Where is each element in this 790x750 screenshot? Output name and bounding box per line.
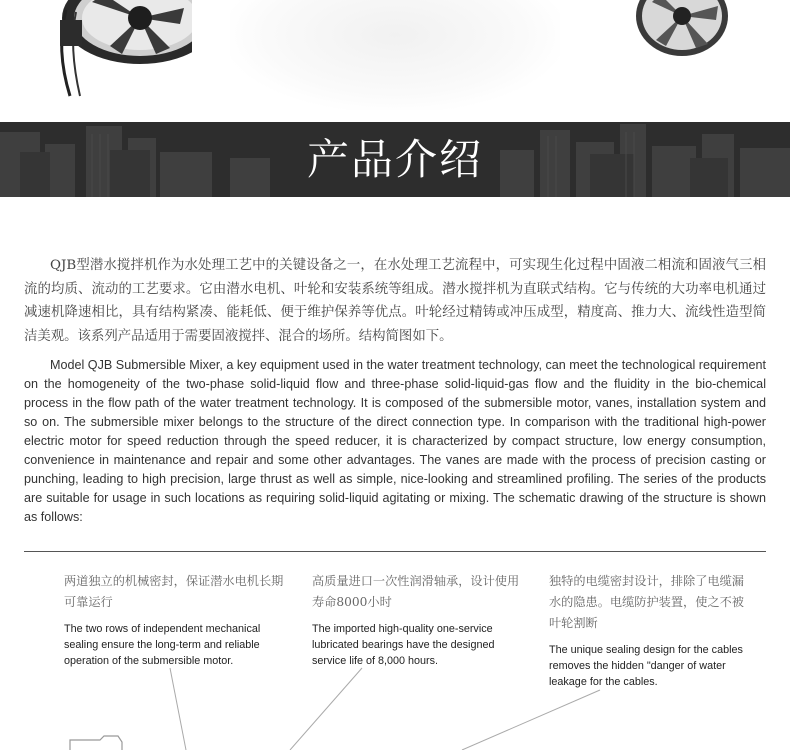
callout-zh-text: 两道独立的机械密封，保证潜水电机长期可靠运行 xyxy=(64,574,284,609)
schematic-housing-outline xyxy=(70,736,122,750)
callout-zh-text: 高质量进口一次性润滑轴承，设计使用寿命8000小时 xyxy=(312,574,520,609)
product-photo-band xyxy=(0,0,790,122)
leader-line-1 xyxy=(170,668,186,750)
title-banner xyxy=(0,122,790,197)
leader-line-3 xyxy=(462,690,600,750)
schematic-leader-lines xyxy=(0,660,790,750)
intro-chinese-paragraph: QJB型潜水搅拌机作为水处理工艺中的关键设备之一，在水处理工艺流程中，可实现生化过程中固液二相流和固液气三相流的均质、流动的工艺要求。它由潜水电机、叶轮和安装系统等组成。潜水搅拌机为直联式结构。它与传统的大功率电机通过减速机降速相比，具有结构紧凑、能耗低、便于维护保养等优点。叶轮经过精铸或冲压成型，精度高、推力大、流线性造型简洁美观。该系列产品适用于需要固液搅拌、混合的场所。结构简图如下。 xyxy=(24,258,766,344)
intro-english-paragraph: Model QJB Submersible Mixer, a key equipment used in the water treatment technology, can meet the technological requirement on the homogeneity of the two-phase solid-liquid flow and three-phase solid-liquid-gas flow and the fluidity in the bio-chemical process in the flow path of the water treatment technology. It is composed of the submersible motor, vanes, installation system and so on. The submersible mixer belongs to the structure of the direct connection type. In comparison with the traditional high-power electric motor for speed reduction through the speed reducer, it is characterized by compact structure, low energy consumption, convenience in maintenance and repair and some other advantages. The vanes are made with the process of precision casting or punching, leading to high precision, large thrust as well as simple, nice-looking and streamlined profiling. The series of the products are suitable for usage in such locations as requiring solid-liquid agitating or mixing. The schematic drawing of the structure is shown as follows: xyxy=(24,358,766,524)
callout-en-text: The unique sealing design for the cables removes the hidden "danger of water leakage for the cables. xyxy=(549,644,743,688)
mixer-photo-left xyxy=(52,0,192,100)
callout-en-text: The imported high-quality one-service lubricated bearings have the designed service life of 8,000 hours. xyxy=(312,623,495,667)
callout-en-text: The two rows of independent mechanical sealing ensure the long-term and reliable operation of the submersible motor. xyxy=(64,623,261,667)
callout-bearings xyxy=(312,571,522,669)
callout-mechanical-seal xyxy=(64,571,284,669)
callout-zh-text: 独特的电缆密封设计，排除了电缆漏水的隐患。电缆防护装置，使之不被叶轮割断 xyxy=(549,574,744,630)
section-divider xyxy=(24,551,766,552)
banner-title: 产品介绍 xyxy=(306,135,483,184)
leader-line-2 xyxy=(290,668,362,750)
background-fan-glow xyxy=(230,0,560,110)
mixer-photo-right xyxy=(632,0,732,62)
